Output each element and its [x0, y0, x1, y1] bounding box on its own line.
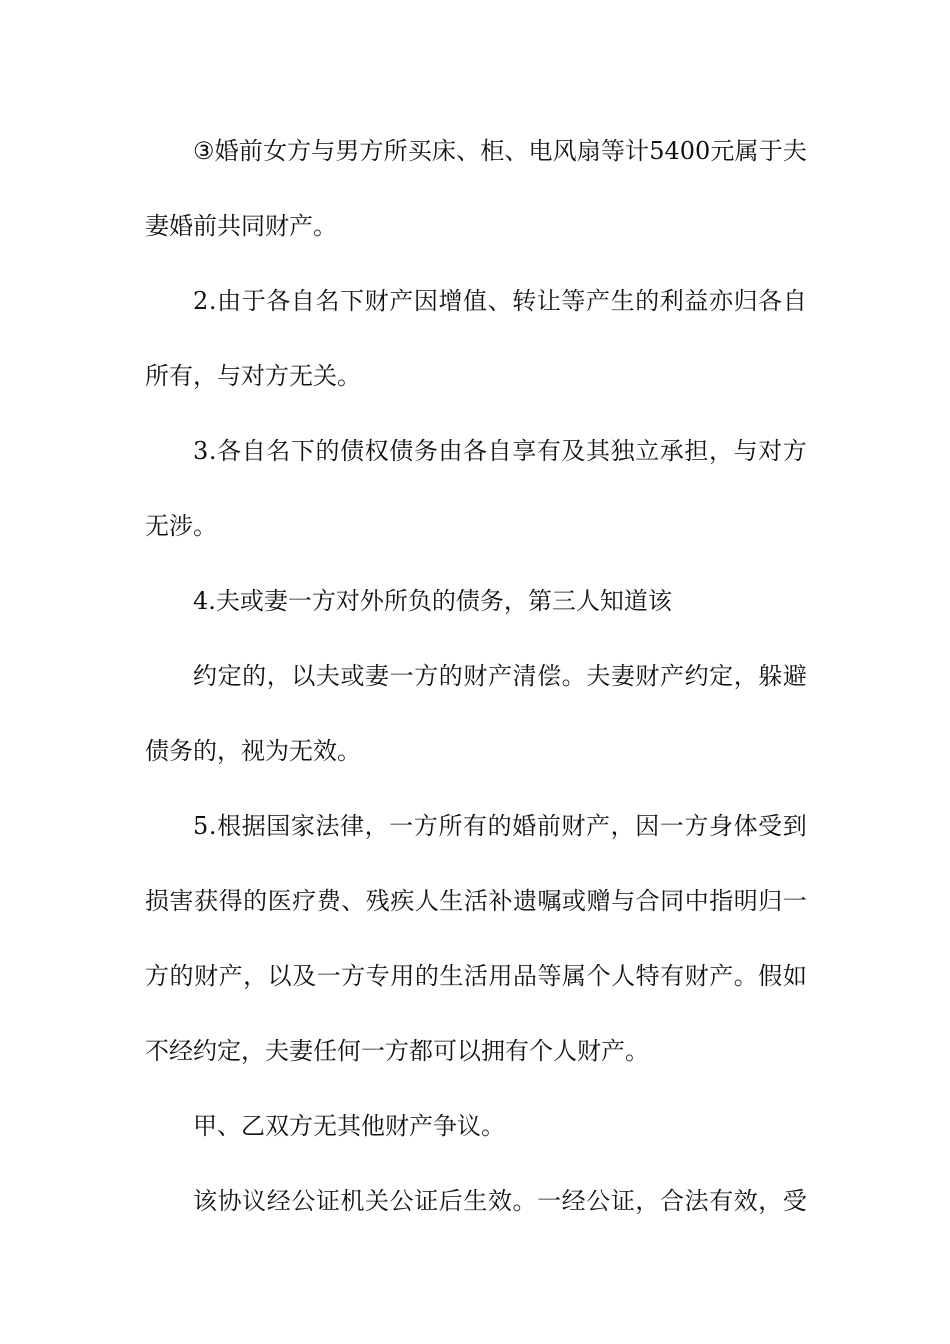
text-line: 无涉。	[145, 512, 217, 540]
document-body	[145, 127, 807, 1252]
text-line: 妻婚前共同财产。	[145, 212, 337, 240]
text-line: 4.夫或妻一方对外所负的债务，第三人知道该	[193, 587, 672, 615]
text-line: 5 . 根 据 国 家 法 律 ， 一 方 所 有 的 婚 前 财 产 ， 因 一 方 身 体 受 到	[193, 812, 807, 840]
text-line: 该 协 议 经 公 证 机 关 公 证 后 生 效 。 一 经 公 证 ， 合 法 有 效 ， 受	[193, 1187, 807, 1215]
text-line: 债务的，视为无效。	[145, 737, 361, 765]
text-line: 所有，与对方无关。	[145, 362, 361, 390]
text-line: 3 . 各 自 名 下 的 债 权 债 务 由 各 自 享 有 及 其 独 立 承 担 ， 与 对 方	[193, 437, 807, 465]
text-line: 甲、乙双方无其他财产争议。	[193, 1112, 505, 1140]
text-line: 约 定 的 ， 以 夫 或 妻 一 方 的 财 产 清 偿 。 夫 妻 财 产 约 定 ， 躲 避	[193, 662, 807, 690]
text-line: 损 害 获 得 的 医 疗 费 、 残 疾 人 生 活 补 遗 嘱 或 赠 与 合 同 中 指 明 归 一	[145, 887, 807, 915]
text-line: 方 的 财 产 ， 以 及 一 方 专 用 的 生 活 用 品 等 属 个 人 特 有 财 产 。 假 如	[145, 962, 807, 990]
text-line: 2 . 由 于 各 自 名 下 财 产 因 增 值 、 转 让 等 产 生 的 利 益 亦 归 各 自	[193, 287, 807, 315]
text-line: 不经约定，夫妻任何一方都可以拥有个人财产。	[145, 1037, 649, 1065]
text-line: ③ 婚 前 女 方 与 男 方 所 买 床 、 柜 、 电 风 扇 等 计 5400 元 属 于 夫	[193, 137, 807, 165]
